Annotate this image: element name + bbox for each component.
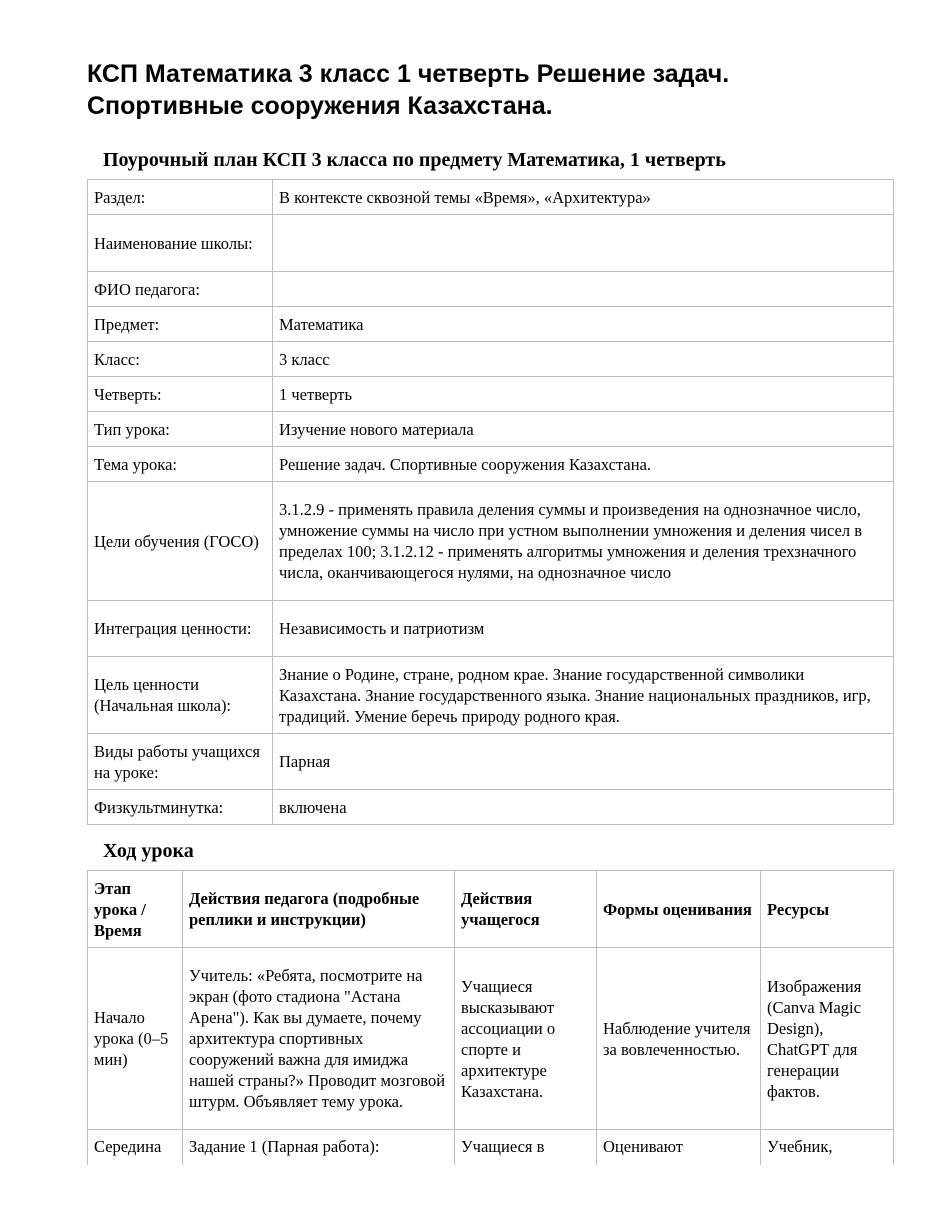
info-row-quarter xyxy=(88,377,894,412)
info-label: Физкультминутка: xyxy=(88,790,273,825)
info-row-values xyxy=(88,601,894,657)
resources-cell: Учебник, xyxy=(761,1130,894,1190)
info-value: Математика xyxy=(273,307,894,342)
info-label: Цель ценности (Начальная школа): xyxy=(88,657,273,734)
assessment-cell: Наблюдение учителя за вовлеченностью. xyxy=(597,948,761,1130)
info-value: В контексте сквозной темы «Время», «Архитектура» xyxy=(273,180,894,215)
info-value: Независимость и патриотизм xyxy=(273,601,894,657)
info-row-school xyxy=(88,215,894,272)
info-value: Решение задач. Спортивные сооружения Казахстана. xyxy=(273,447,894,482)
info-row-value-goal xyxy=(88,657,894,734)
info-row-section xyxy=(88,180,894,215)
info-row-grade xyxy=(88,342,894,377)
info-label: Виды работы учащихся на уроке: xyxy=(88,734,273,790)
info-label: Четверть: xyxy=(88,377,273,412)
info-row-lesson-type xyxy=(88,412,894,447)
info-label: Раздел: xyxy=(88,180,273,215)
info-value: Парная xyxy=(273,734,894,790)
info-label: Интеграция ценности: xyxy=(88,601,273,657)
lesson-progress-table xyxy=(87,870,894,1190)
document-title: КСП Математика 3 класс 1 четверть Решение задач. Спортивные сооружения Казахстана. xyxy=(87,60,730,120)
info-value: 1 четверть xyxy=(273,377,894,412)
info-value: Знание о Родине, стране, родном крае. Знание государственной символики Казахстана. Знание государственного языка. Знание национальных праздников, игр, традиций. Умение беречь природу родного края. xyxy=(273,657,894,734)
plan-heading: Поурочный план КСП 3 класса по предмету Математика, 1 четверть xyxy=(103,149,726,171)
info-row-work-types xyxy=(88,734,894,790)
info-row-subject xyxy=(88,307,894,342)
assessment-cell: Оценивают xyxy=(597,1130,761,1190)
info-value: Изучение нового материала xyxy=(273,412,894,447)
info-label: Предмет: xyxy=(88,307,273,342)
info-label: Наименование школы: xyxy=(88,215,273,272)
stage-cell: Середина xyxy=(88,1130,183,1190)
teacher-cell: Учитель: «Ребята, посмотрите на экран (фото стадиона "Астана Арена"). Как вы думаете, почему архитектура спортивных сооружений важна для имиджа нашей страны?» Проводит мозговой штурм. Объявляет тему урока. xyxy=(183,948,455,1130)
lesson-heading: Ход урока xyxy=(103,840,194,862)
info-row-physical-break xyxy=(88,790,894,825)
stage-cell: Начало урока (0–5 мин) xyxy=(88,948,183,1130)
info-label: Цели обучения (ГОСО) xyxy=(88,482,273,601)
page-bottom-margin xyxy=(80,1165,910,1210)
info-value: включена xyxy=(273,790,894,825)
info-row-learning-goals xyxy=(88,482,894,601)
info-label: Тема урока: xyxy=(88,447,273,482)
info-row-topic xyxy=(88,447,894,482)
info-value: 3 класс xyxy=(273,342,894,377)
resources-cell: Изображения (Canva Magic Design), ChatGPT для генерации фактов. xyxy=(761,948,894,1130)
student-cell: Учащиеся в xyxy=(455,1130,597,1190)
header-assessment: Формы оценивания xyxy=(597,871,761,948)
header-student-actions: Действия учащегося xyxy=(455,871,597,948)
info-value xyxy=(273,215,894,272)
table-row xyxy=(88,948,894,1130)
student-cell: Учащиеся высказывают ассоциации о спорте и архитектуре Казахстана. xyxy=(455,948,597,1130)
header-teacher-actions: Действия педагога (подробные реплики и инструкции) xyxy=(183,871,455,948)
header-resources: Ресурсы xyxy=(761,871,894,948)
header-stage: Этап урока / Время xyxy=(88,871,183,948)
info-label: Класс: xyxy=(88,342,273,377)
info-value xyxy=(273,272,894,307)
info-label: ФИО педагога: xyxy=(88,272,273,307)
lesson-info-table xyxy=(87,179,894,825)
info-row-teacher xyxy=(88,272,894,307)
info-value: 3.1.2.9 - применять правила деления суммы и произведения на однозначное число, умножение суммы на число при устном выполнении умножения и деления чисел в пределах 100; 3.1.2.12 - применять алгоритмы умножения и деления трехзначного числа, оканчивающегося нулями, на однозначное число xyxy=(273,482,894,601)
lesson-header-row xyxy=(88,871,894,948)
teacher-cell: Задание 1 (Парная работа): xyxy=(183,1130,455,1190)
info-label: Тип урока: xyxy=(88,412,273,447)
